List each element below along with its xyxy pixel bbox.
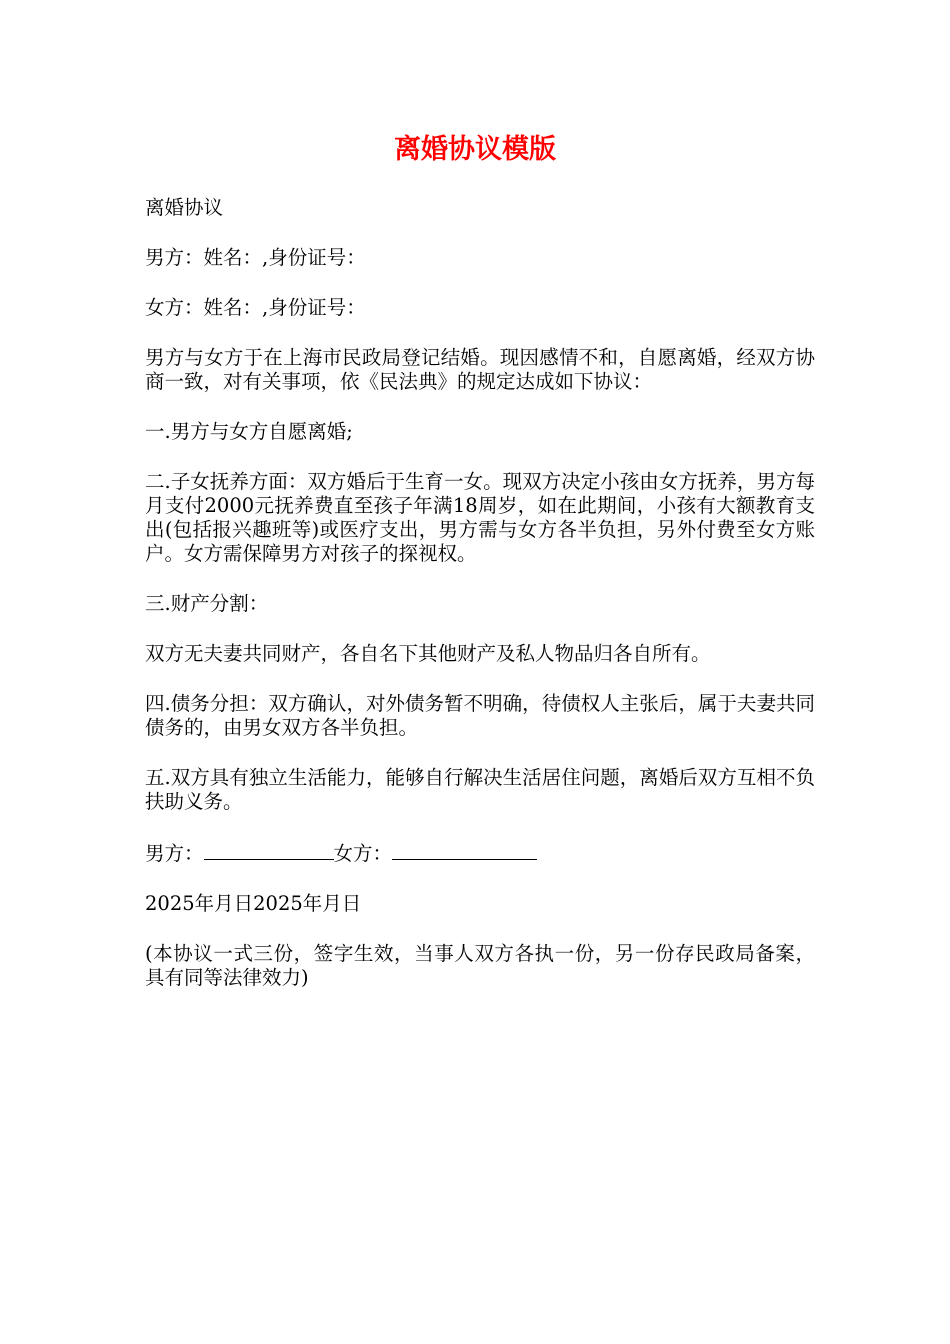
husband-signature-blank <box>204 840 334 860</box>
husband-signature-label: 男方： <box>145 842 204 865</box>
intro-paragraph: 男方与女方于在上海市民政局登记结婚。现因感情不和，自愿离婚，经双方协商一致，对有关事项，依《民法典》的规定达成如下协议： <box>145 346 815 393</box>
wife-date: 2025年月日 <box>253 892 362 915</box>
date-line <box>145 892 815 916</box>
husband-info-line: 男方：姓名：,身份证号： <box>145 246 366 269</box>
clause-4: 四.债务分担：双方确认，对外债务暂不明确，待债权人主张后，属于夫妻共同债务的，由男女双方各半负担。 <box>145 692 815 739</box>
clause-3-title: 三.财产分割： <box>145 592 269 615</box>
signature-line <box>145 840 815 866</box>
footnote: (本协议一式三份，签字生效，当事人双方各执一份，另一份存民政局备案，具有同等法律效力) <box>145 942 815 989</box>
document-title: 离婚协议模版 <box>394 134 556 165</box>
wife-signature-label: 女方： <box>333 842 393 865</box>
clause-1: 一.男方与女方自愿离婚; <box>145 420 353 443</box>
document-body <box>145 196 815 1016</box>
husband-date: 2025年月日 <box>145 892 254 915</box>
agreement-heading: 离婚协议 <box>145 196 224 219</box>
clause-5: 五.双方具有独立生活能力，能够自行解决生活居住问题，离婚后双方互相不负扶助义务。 <box>145 766 815 813</box>
wife-signature-blank <box>392 840 537 860</box>
clause-2: 二.子女抚养方面：双方婚后于生育一女。现双方决定小孩由女方抚养，男方每月支付2000元抚养费直至孩子年满18周岁，如在此期间，小孩有大额教育支出(包括报兴趣班等)或医疗支出，男方需与女方各半负担，另外付费至女方账户。女方需保障男方对孩子的探视权。 <box>145 470 815 565</box>
clause-3-body: 双方无夫妻共同财产，各自名下其他财产及私人物品归各自所有。 <box>145 642 711 665</box>
wife-info-line: 女方：姓名：,身份证号： <box>145 296 366 319</box>
